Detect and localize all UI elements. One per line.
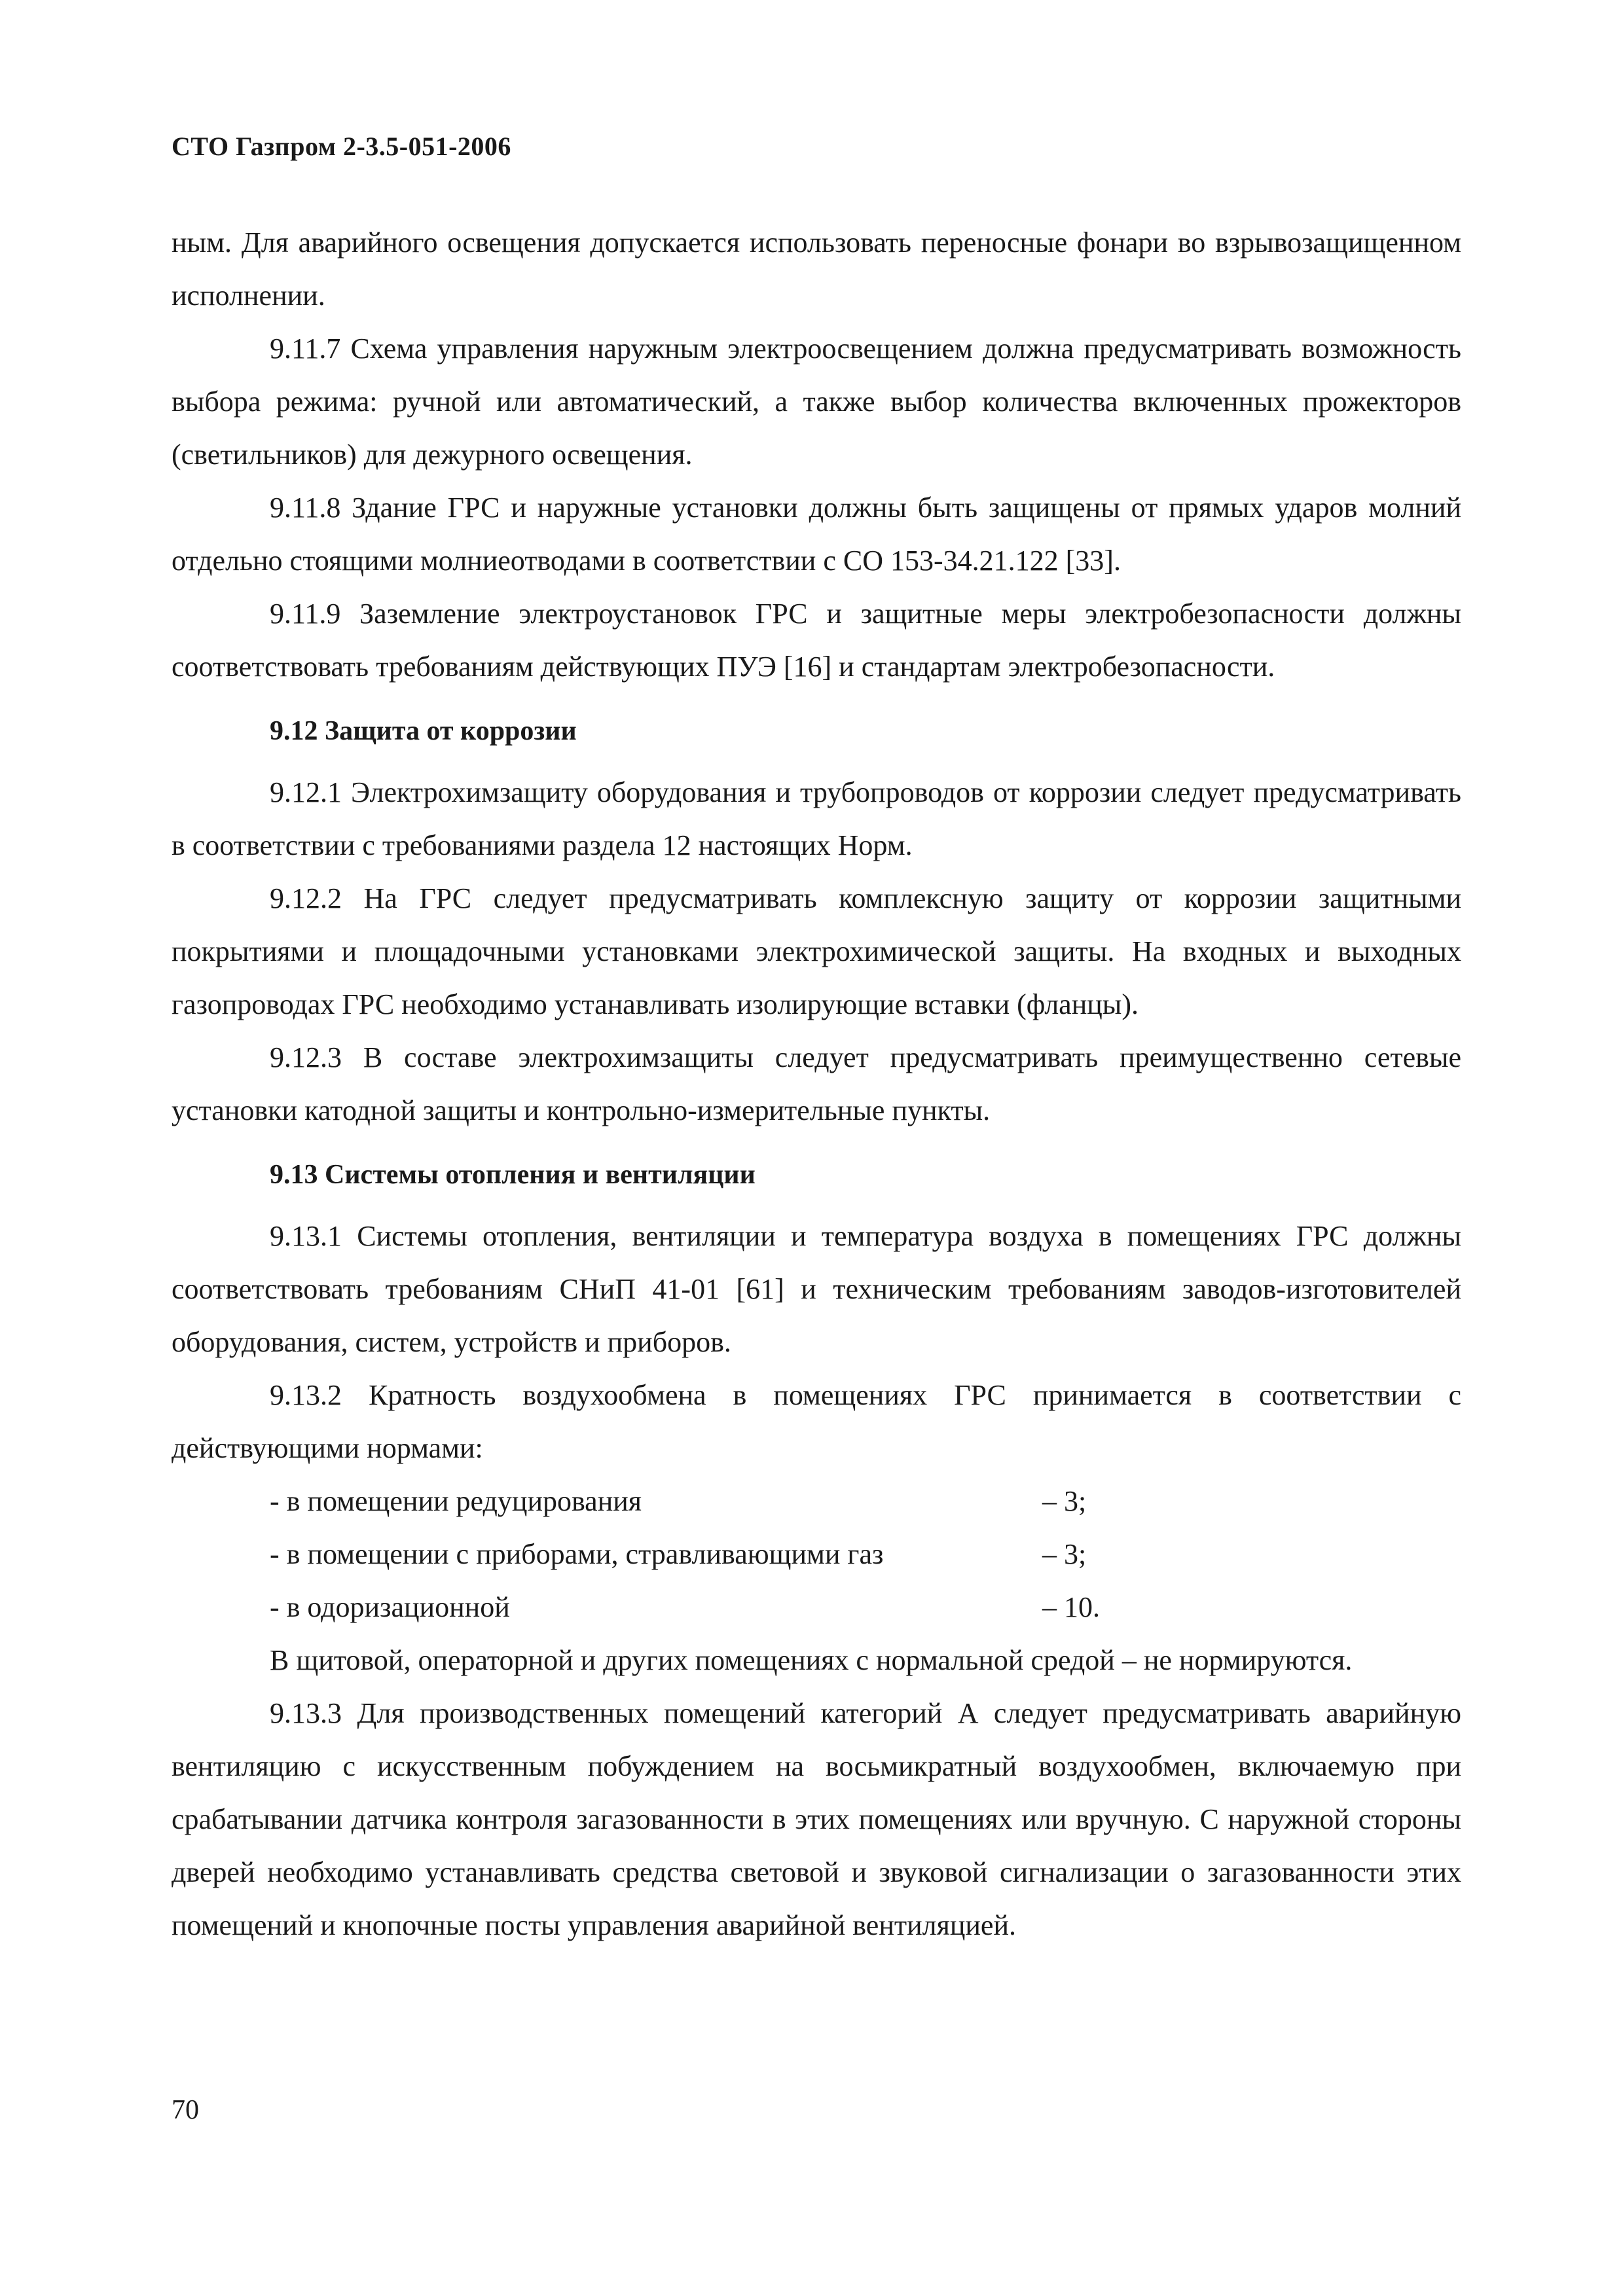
paragraph-9-12-3: 9.12.3 В составе электрохимзащиты следует предусматривать преимущественно сетевые установки катодной защиты и контрольно-измерительные пункты. (172, 1041, 1461, 1126)
list-item (270, 1581, 1461, 1634)
rate-value: – 3; (1042, 1485, 1087, 1517)
air-exchange-rate-list (172, 1475, 1461, 1634)
rate-label: - в одоризационной (270, 1591, 510, 1623)
paragraph-9-13-3: 9.13.3 Для производственных помещений категорий А следует предусматривать аварийную вентиляцию с искусственным побуждением на восьмикратный воздухообмен, включаемую при срабатывании датчика контроля загазованности в этих помещениях или вручную. С наружной стороны дверей необходимо устанавливать средства световой и звуковой сигнализации о загазованности этих помещений и кнопочные посты управления аварийной вентиляцией. (172, 1697, 1461, 1941)
paragraph-9-13-1: 9.13.1 Системы отопления, вентиляции и температура воздуха в помещениях ГРС должны соответствовать требованиям СНиП 41-01 [61] и техническим требованиям заводов-изготовителей оборудования, систем, устройств и приборов. (172, 1220, 1461, 1358)
paragraph-9-11-7: 9.11.7 Схема управления наружным электроосвещением должна предусматривать возможность выбора режима: ручной или автоматический, а также выбор количества включенных прожекторов (светильников) для дежурного освещения. (172, 332, 1461, 471)
paragraph-9-12-2: 9.12.2 На ГРС следует предусматривать комплексную защиту от коррозии защитными покрытиями и площадочными установками электрохимической защиты. На входных и выходных газопроводах ГРС необходимо устанавливать изолирующие вставки (фланцы). (172, 882, 1461, 1020)
rate-label: - в помещении с приборами, стравливающими газ (270, 1538, 884, 1570)
list-item (270, 1475, 1461, 1528)
document-header: СТО Газпром 2-3.5-051-2006 (172, 132, 511, 161)
paragraph-9-13-2: 9.13.2 Кратность воздухообмена в помещениях ГРС принимается в соответствии с действующими нормами: (172, 1379, 1461, 1464)
rate-value: – 10. (1042, 1591, 1100, 1623)
document-body (172, 216, 1461, 1952)
paragraph-9-11-8: 9.11.8 Здание ГРС и наружные установки должны быть защищены от прямых ударов молний отдельно стоящими молниеотводами в соответствии с СО 153-34.21.122 [33]. (172, 492, 1461, 577)
rate-label: - в помещении редуцирования (270, 1485, 642, 1517)
rate-value: – 3; (1042, 1538, 1087, 1570)
paragraph-9-11-9: 9.11.9 Заземление электроустановок ГРС и защитные меры электробезопасности должны соответствовать требованиям действующих ПУЭ [16] и стандартам электробезопасности. (172, 598, 1461, 683)
page-number: 70 (172, 2095, 199, 2125)
intro-paragraph: ным. Для аварийного освещения допускается использовать переносные фонари во взрывозащищенном исполнении. (172, 226, 1461, 312)
paragraph-9-12-1: 9.12.1 Электрохимзащиту оборудования и трубопроводов от коррозии следует предусматривать в соответствии с требованиями раздела 12 настоящих Норм. (172, 776, 1461, 861)
list-item (270, 1528, 1461, 1581)
note-paragraph: В щитовой, операторной и других помещениях с нормальной средой – не нормируются. (270, 1644, 1353, 1676)
section-title-9-12: 9.12 Защита от коррозии (270, 716, 577, 746)
section-title-9-13: 9.13 Системы отопления и вентиляции (270, 1160, 756, 1190)
